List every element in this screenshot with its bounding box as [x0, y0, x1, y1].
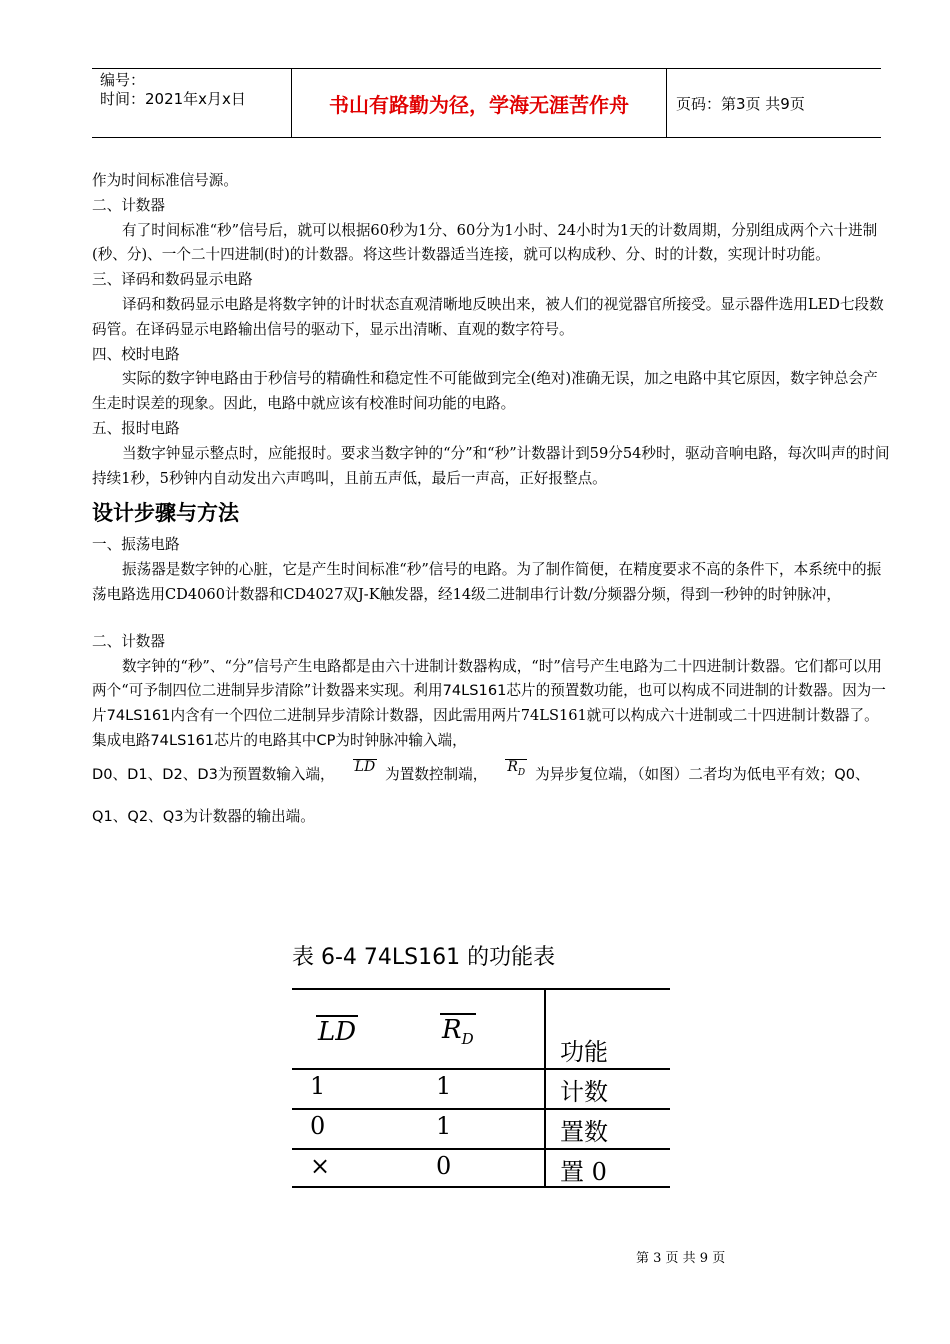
paragraph: 实际的数字钟电路由于秒信号的精确性和稳定性不可能做到完全(绝对)准确无误，加之电路中其它原因，数字钟总会产生走时误差的现象。因此，电路中就应该有校准时间功能的电路。	[92, 370, 878, 413]
number-label: 编号：	[100, 71, 146, 89]
table-header-rule	[292, 1068, 670, 1070]
text-run: 为计数器的输出端。	[183, 807, 315, 825]
table-row-rule	[292, 1148, 670, 1150]
section-title: 一、振荡电路	[92, 536, 180, 554]
text-run: 为置数控制端，	[385, 765, 488, 783]
table-cell: 1	[310, 1072, 326, 1100]
text-run: 芯片的预置数功能，也可以构成不同进制的计数器。因为一片	[92, 682, 886, 725]
table-top-rule	[292, 988, 670, 990]
paragraph: 有了时间标准“秒”信号后，就可以根据60秒为1分、60分为1小时、24小时为1天的计数周期，分别组成两个六十进制(秒、分)、一个二十四进制(时)的计数器。将这些计数器适当连接，就可以构成秒、分、时的计数，实现计时功能。	[92, 221, 878, 264]
table-column-divider	[544, 988, 546, 1188]
table-cell: 置 0	[560, 1158, 607, 1186]
table-cell: 置数	[560, 1118, 608, 1146]
table-cell: 计数	[560, 1078, 608, 1106]
section-title: 三、译码和数码显示电路	[92, 271, 253, 289]
header-motto: 书山有路勤为径，学海无涯苦作舟	[292, 69, 667, 137]
function-table-figure	[292, 940, 672, 1192]
spacer	[92, 608, 890, 630]
text-run: 芯片的电路其中	[214, 731, 317, 749]
pin-name: D0、D1、D2、D3	[92, 765, 218, 783]
chip-name: 74LS161	[442, 682, 507, 700]
time-label: 时间：2021年x月x日	[100, 90, 246, 108]
table-cell: 0	[310, 1112, 326, 1140]
section-title: 二、计数器	[92, 196, 165, 214]
header-ld-label: LD	[318, 1017, 357, 1047]
ld-label: LD	[354, 758, 376, 775]
chip-name: 74LS161	[150, 731, 215, 749]
section-title: 二、计数器	[92, 632, 165, 650]
rd-subscript: D	[517, 767, 526, 778]
ld-symbol	[353, 759, 378, 774]
pin-name: CP	[316, 731, 336, 749]
paragraph-pins	[92, 754, 890, 838]
pin-name: Q0、Q1、Q2、Q3	[92, 765, 870, 825]
header-page-label: 页码：第3页 共9页	[676, 94, 805, 113]
header-rd-letter: R	[442, 1015, 462, 1045]
table-row-rule	[292, 1108, 670, 1110]
table-bottom-rule	[292, 1186, 670, 1188]
page-footer: 第 3 页 共 9 页	[636, 1251, 726, 1266]
text-run: 内含有一个四位二进制异步清除计数器，因此需用两片74LS161就可以构成六十进制或二十四进制计数器了。集成电路	[92, 707, 879, 749]
document-body	[92, 169, 890, 838]
header-rd-label	[440, 1013, 476, 1049]
paragraph: 作为时间标准信号源。	[92, 172, 238, 189]
text-run: 为预置数输入端，	[217, 765, 335, 783]
paragraph: 振荡器是数字钟的心脏，它是产生时间标准“秒”信号的电路。为了制作简便，在精度要求不高的条件下，本系统中的振荡电路选用CD4060计数器和CD4027双J-K触发器，经14级二进制串行计数/分频器分频，得到一秒钟的时钟脉冲，	[92, 561, 882, 603]
header-ld	[316, 1018, 358, 1046]
table-cell: 1	[436, 1072, 452, 1100]
section-heading: 设计步骤与方法	[92, 501, 239, 526]
rd-symbol	[505, 759, 527, 780]
table-cell: ×	[310, 1152, 331, 1180]
header-function: 功能	[560, 1038, 608, 1066]
text-run: 为时钟脉冲输入端，	[335, 731, 467, 749]
header-rd	[440, 1016, 476, 1053]
header-info-cell	[92, 69, 292, 137]
table-cell: 1	[436, 1112, 452, 1140]
figure-title: 表 6-4 74LS161 的功能表	[292, 945, 556, 970]
paragraph-counter	[92, 655, 890, 754]
paragraph: 当数字钟显示整点时，应能报时。要求当数字钟的“分”和“秒”计数器计到59分54秒时，驱动音响电路，每次叫声的时间持续1秒，5秒钟内自动发出六声鸣叫，且前五声低，最后一声高，正好报整点。	[92, 444, 890, 487]
text-run: 数字钟的“秒”、“分”信号产生电路都是由六十进制计数器构成，“时”信号产生电路为二十四进制计数器。它们都可以用两个“可予制四位二进制异步清除”计数器来实现。利用	[92, 657, 882, 700]
section-title: 四、校时电路	[92, 345, 180, 363]
paragraph: 译码和数码显示电路是将数字钟的计时状态直观清晰地反映出来，被人们的视觉器官所接受。显示器件选用LED七段数码管。在译码显示电路输出信号的驱动下，显示出清晰、直观的数字符号。	[92, 295, 884, 338]
chip-name: 74LS161	[106, 707, 171, 725]
text-run: 为异步复位端，（如图）二者均为低电平有效；	[535, 765, 835, 783]
header-rd-subscript: D	[461, 1030, 474, 1049]
table-cell: 0	[436, 1152, 452, 1180]
header-table	[92, 68, 881, 138]
section-title: 五、报时电路	[92, 419, 180, 437]
rd-label: R	[507, 758, 518, 775]
